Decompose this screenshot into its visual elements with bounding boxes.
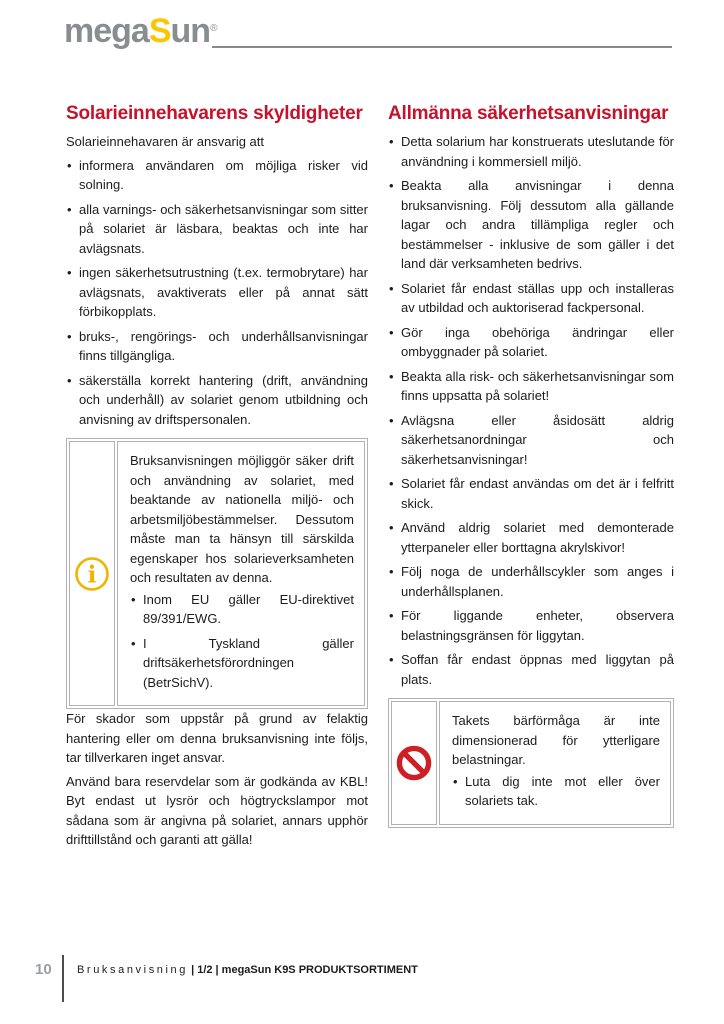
megasun-logo — [64, 14, 217, 48]
warning-box — [388, 698, 674, 828]
list-item: • Beakta alla risk- och säkerhetsanvisningar som finns uppsatta på solariet! — [388, 367, 674, 406]
list-item: • alla varnings- och säkerhetsanvisningar som sitter på solariet är läsbara, beaktas och inte har avlägsnats. — [66, 200, 368, 259]
list-item: • Soffan får endast öppnas med liggytan på plats. — [388, 650, 674, 689]
left-bullet-list — [66, 156, 368, 430]
spare-parts-paragraph: Använd bara reservdelar som är godkända av KBL! Byt endast ut lysrör och högtryckslampor mot sådana som är angivna på solariet, annars upphör drifttillstånd och garanti att gälla! — [66, 773, 368, 847]
list-item: • Luta dig inte mot eller över solariets tak. — [452, 772, 660, 811]
list-item: • Solariet får endast användas om det är i felfritt skick. — [388, 474, 674, 513]
left-heading: Solarieinnehavarens skyldigheter — [66, 103, 363, 124]
left-column — [66, 102, 368, 854]
list-item: • Inom EU gäller EU-direktivet 89/391/EWG. — [130, 590, 354, 629]
svg-text:i: i — [87, 561, 97, 588]
list-item: • informera användaren om möjliga risker vid solning. — [66, 156, 368, 195]
right-heading: Allmänna säkerhetsanvisningar — [388, 103, 669, 124]
footer-text — [77, 964, 418, 976]
warning-box-icon-cell — [391, 701, 437, 825]
registered-mark: ® — [210, 23, 218, 34]
list-item: • Detta solarium har konstruerats uteslutande för användning i kommersiell miljö. — [388, 132, 674, 171]
info-box-bullet-list — [130, 590, 354, 693]
list-item: • Använd aldrig solariet med demonterade ytterpaneler eller borttagna akrylskivor! — [388, 518, 674, 557]
list-item: • säkerställa korrekt hantering (drift, användning och underhåll) av solariet genom utbildning och anvisning av driftspersonalen. — [66, 371, 368, 430]
warning-box-bullet-list — [452, 772, 660, 811]
logo-mega: mega — [64, 12, 149, 50]
prohibition-icon — [395, 744, 433, 782]
list-item: • bruks-, rengörings- och underhållsanvisningar finns tillgängliga. — [66, 327, 368, 366]
list-item: • Solariet får endast ställas upp och installeras av utbildad och auktoriserad fackpersonal. — [388, 279, 674, 318]
left-intro: Solarieinnehavaren är ansvarig att — [66, 134, 265, 149]
page-number: 10 — [35, 961, 52, 978]
liability-paragraph: För skador som uppstår på grund av felaktig hantering eller om denna bruksanvisning inte följs, tar tillverkaren inget ansvar. — [66, 711, 368, 765]
list-item: • Följ noga de underhållscykler som anges i underhållsplanen. — [388, 562, 674, 601]
warning-box-inner — [391, 701, 671, 825]
list-item: • I Tyskland gäller driftsäkerhetsförordningen (BetrSichV). — [130, 634, 354, 693]
footer-doc-info: | 1/2 | megaSun K9S PRODUKTSORTIMENT — [191, 964, 418, 976]
info-box-icon-cell — [69, 441, 115, 706]
info-box-paragraph: Bruksanvisningen möjliggör säker drift och användning av solariet, med beaktande av nationella miljö- och arbetsmiljöbestämmelser. Dessutom måste man ta hänsyn till särskilda egenskaper hos solarieverksamheten och resultaten av denna. — [130, 453, 354, 585]
warning-box-paragraph: Takets bärförmåga är inte dimensionerad för ytterligare belastningar. — [452, 713, 660, 767]
info-box-text — [117, 441, 365, 706]
list-item: • Beakta alla anvisningar i denna bruksanvisning. Följ dessutom alla gällande lagar och andra tillämpliga regler och bestämmelser - inklusive de som gäller i det land där verksamheten bedrivs. — [388, 176, 674, 274]
info-icon — [74, 556, 110, 592]
info-box-inner — [69, 441, 365, 706]
list-item: • Avlägsna eller åsidosätt aldrig säkerhetsanordningar och säkerhetsanvisningar! — [388, 411, 674, 470]
list-item: • För liggande enheter, observera belastningsgränsen för liggytan. — [388, 606, 674, 645]
right-column — [388, 102, 674, 828]
list-item: • Gör inga obehöriga ändringar eller ombyggnader på solariet. — [388, 323, 674, 362]
list-item: • ingen säkerhetsutrustning (t.ex. termobrytare) har avlägsnats, avaktiverats eller på annat sätt förbikopplats. — [66, 263, 368, 322]
right-bullet-list — [388, 132, 674, 689]
header-rule — [212, 46, 672, 48]
logo-s: S — [148, 12, 171, 50]
info-box — [66, 438, 368, 709]
footer-doc-label: Bruksanvisning — [77, 964, 188, 976]
footer-rule — [62, 955, 64, 1002]
warning-box-text — [439, 701, 671, 825]
logo-un: un — [170, 12, 211, 50]
